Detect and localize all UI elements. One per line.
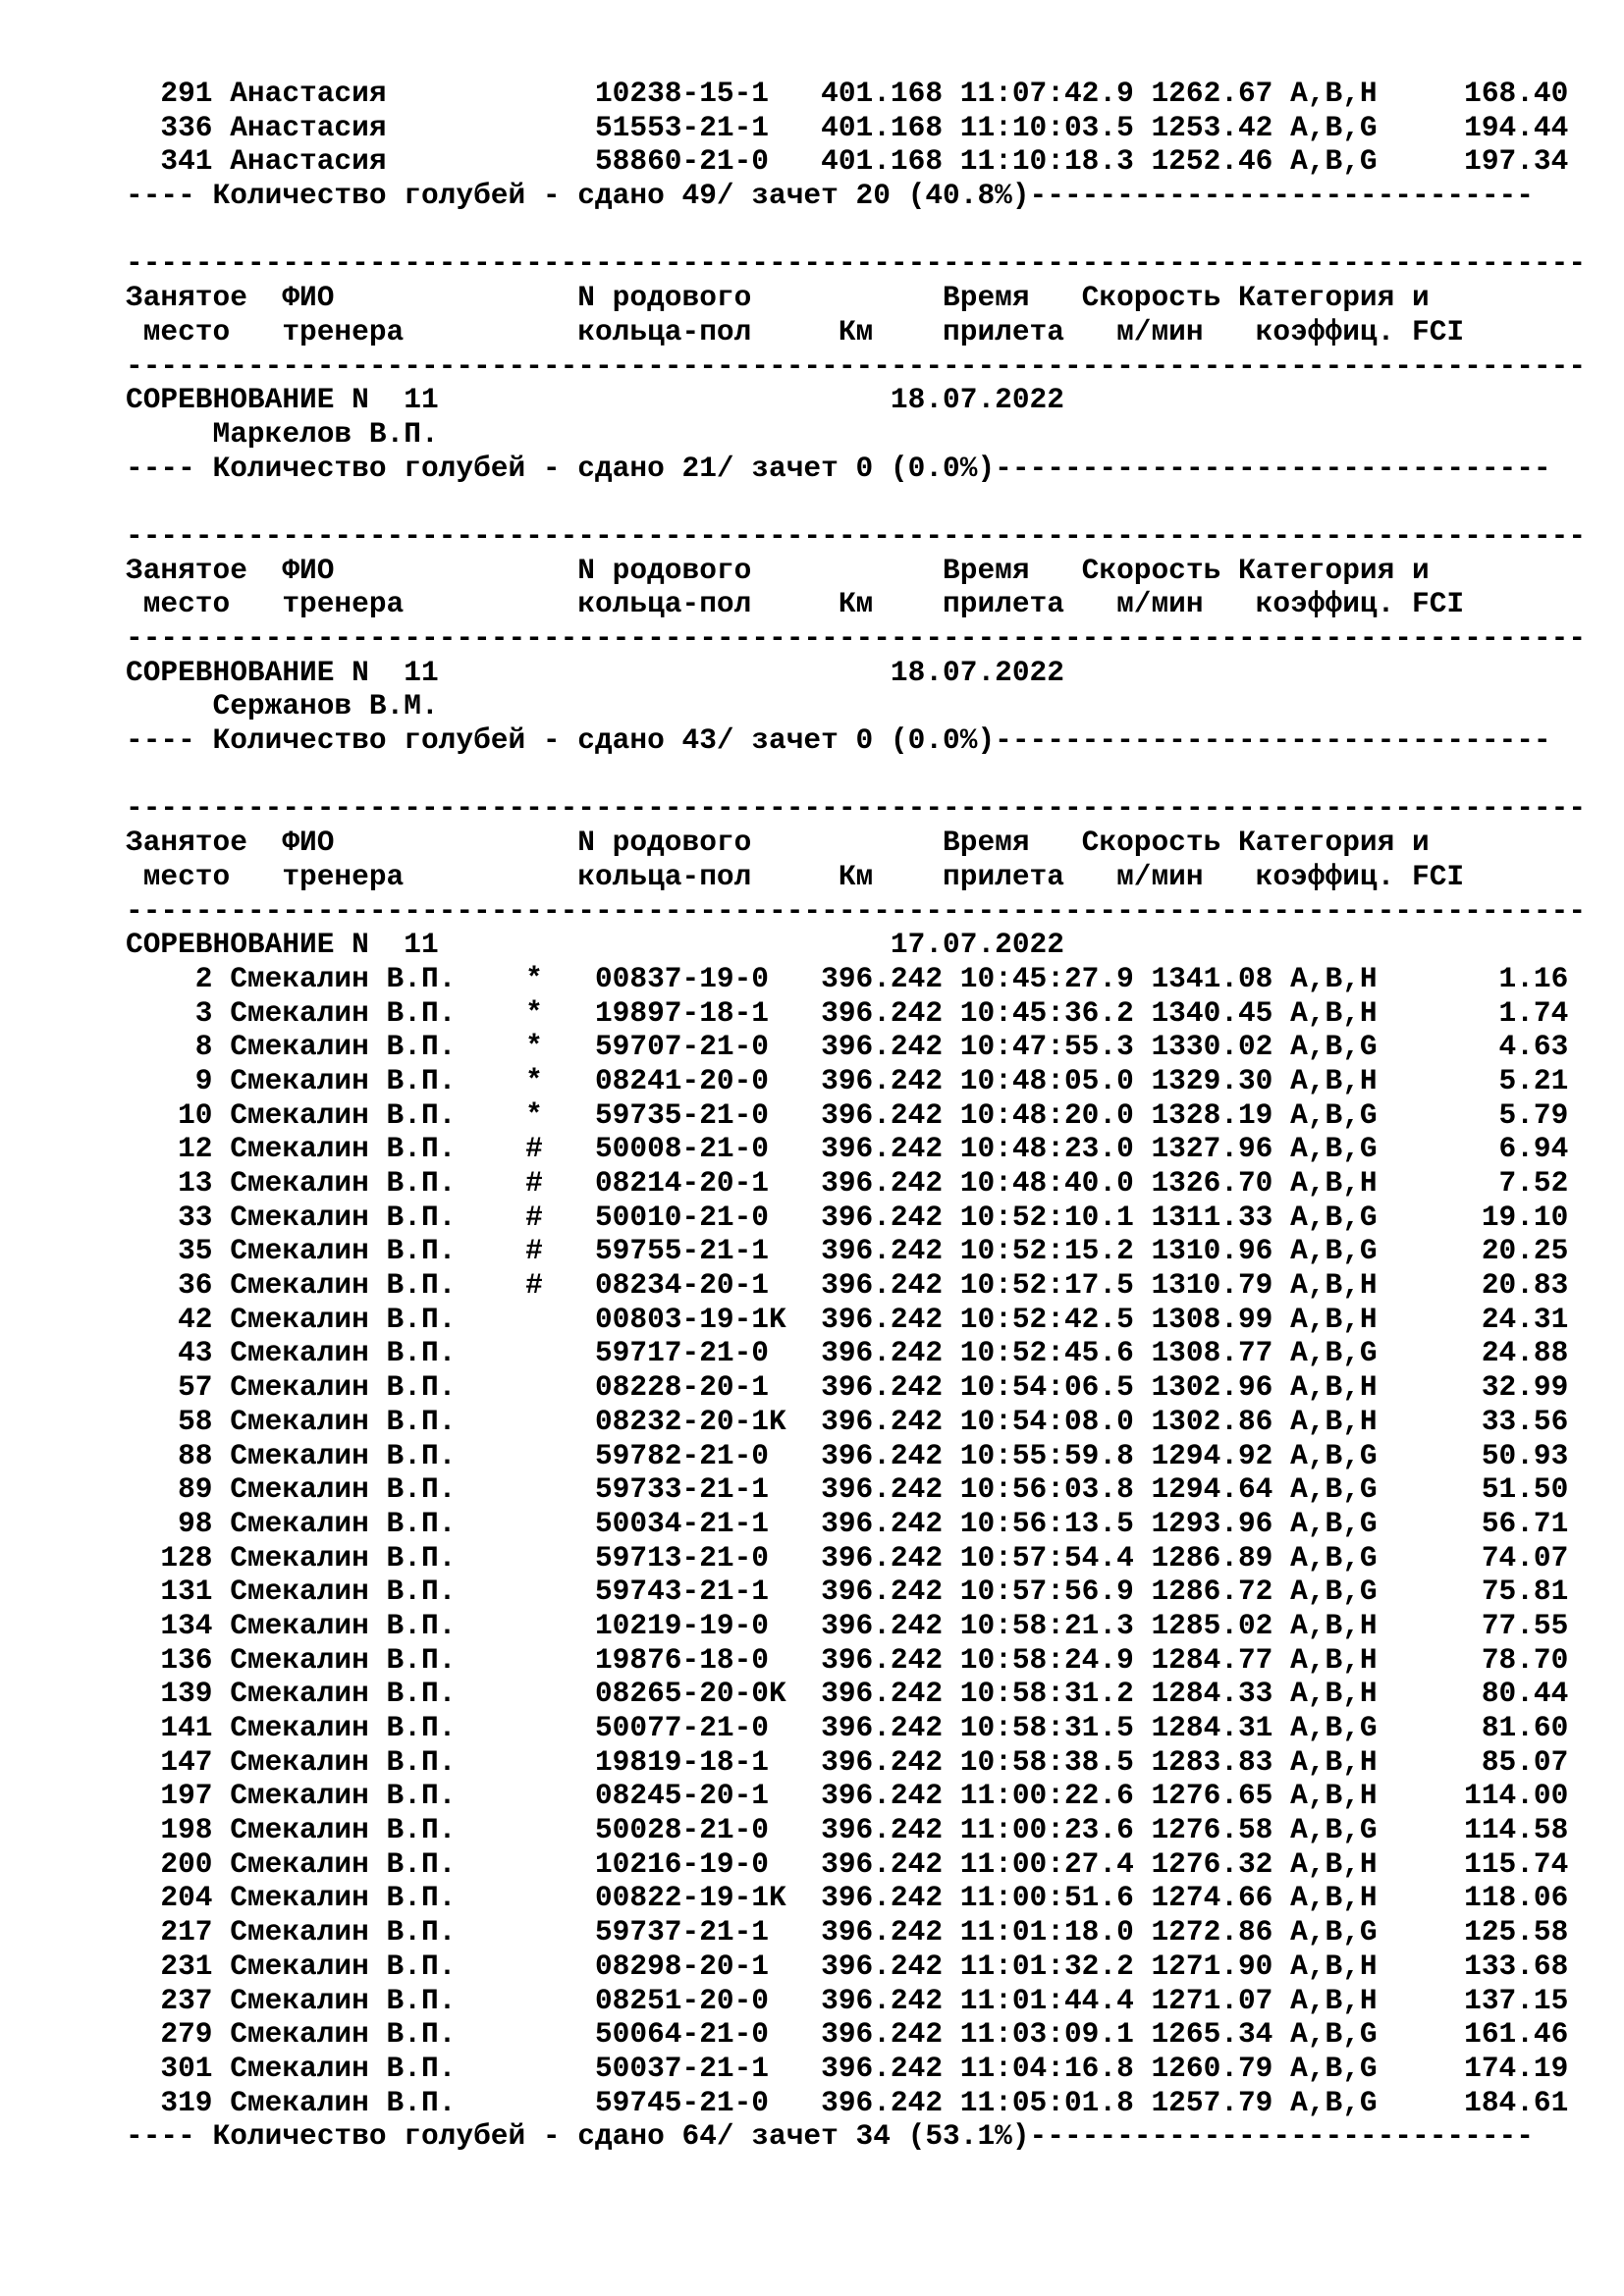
separator-line: ------------------------------------------------------------------------------------ (126, 348, 1587, 383)
result-row: 12 Смекалин В.П. # 50008-21-0 396.242 10:48:23.0 1327.96 A,B,G 6.94 (126, 1132, 1569, 1166)
column-header-line: место тренера кольца-пол Км прилета м/мин коэффиц. FCI (126, 587, 1465, 621)
result-row: 136 Смекалин В.П. 19876-18-0 396.242 10:58:24.9 1284.77 A,B,H 78.70 (126, 1642, 1569, 1677)
trainer-name-line: Сержанов В.М. (126, 689, 439, 723)
result-row: 141 Смекалин В.П. 50077-21-0 396.242 10:58:31.5 1284.31 A,B,G 81.60 (126, 1711, 1569, 1744)
result-row: 134 Смекалин В.П. 10219-19-0 396.242 10:58:21.3 1285.02 A,B,H 77.55 (126, 1608, 1569, 1642)
competition-header: СОРЕВНОВАНИЕ N 11 18.07.2022 (126, 383, 1064, 417)
summary-line: ---- Количество голубей - сдано 21/ зачет 0 (0.0%)-------------------------------- (126, 451, 1551, 485)
result-row: 139 Смекалин В.П. 08265-20-0K 396.242 10:58:31.2 1284.33 A,B,H 80.44 (126, 1677, 1569, 1711)
result-row: 10 Смекалин В.П. * 59735-21-0 396.242 10:48:20.0 1328.19 A,B,G 5.79 (126, 1097, 1569, 1132)
summary-line: ---- Количество голубей - сдано 43/ зачет 0 (0.0%)-------------------------------- (126, 723, 1551, 758)
result-row: 58 Смекалин В.П. 08232-20-1K 396.242 10:54:08.0 1302.86 A,B,H 33.56 (126, 1404, 1569, 1438)
blank-line (126, 485, 1586, 519)
column-header-line: место тренера кольца-пол Км прилета м/мин коэффиц. FCI (126, 859, 1465, 893)
competition-header: СОРЕВНОВАНИЕ N 11 18.07.2022 (126, 655, 1064, 689)
column-header-line: место тренера кольца-пол Км прилета м/мин коэффиц. FCI (126, 314, 1465, 348)
result-row: 147 Смекалин В.П. 19819-18-1 396.242 10:58:38.5 1283.83 A,B,H 85.07 (126, 1744, 1569, 1779)
result-row: 231 Смекалин В.П. 08298-20-1 396.242 11:01:32.2 1271.90 A,B,H 133.68 (126, 1949, 1569, 1983)
separator-line: ------------------------------------------------------------------------------------ (126, 791, 1587, 826)
result-row: 198 Смекалин В.П. 50028-21-0 396.242 11:00:23.6 1276.58 A,B,G 114.58 (126, 1813, 1569, 1847)
result-row: 43 Смекалин В.П. 59717-21-0 396.242 10:52:45.6 1308.77 A,B,G 24.88 (126, 1336, 1569, 1370)
result-row: 279 Смекалин В.П. 50064-21-0 396.242 11:03:09.1 1265.34 A,B,G 161.46 (126, 2017, 1569, 2052)
result-row: 3 Смекалин В.П. * 19897-18-1 396.242 10:45:36.2 1340.45 A,B,H 1.74 (126, 995, 1569, 1030)
result-row: 301 Смекалин В.П. 50037-21-1 396.242 11:04:16.8 1260.79 A,B,G 174.19 (126, 2051, 1569, 2085)
separator-line: ------------------------------------------------------------------------------------ (126, 518, 1587, 553)
result-row: 291 Анастасия 10238-15-1 401.168 11:07:42.9 1262.67 A,B,H 168.40 (126, 77, 1569, 110)
trainer-name-line: Маркелов В.П. (126, 416, 439, 451)
result-row: 35 Смекалин В.П. # 59755-21-1 396.242 10:52:15.2 1310.96 A,B,G 20.25 (126, 1234, 1569, 1268)
column-header-line: Занятое ФИО N родового Время Скорость Категория и (126, 281, 1430, 315)
result-row: 200 Смекалин В.П. 10216-19-0 396.242 11:00:27.4 1276.32 A,B,H 115.74 (126, 1846, 1569, 1881)
column-header-line: Занятое ФИО N родового Время Скорость Категория и (126, 826, 1430, 860)
separator-line: ------------------------------------------------------------------------------------ (126, 621, 1587, 655)
result-row: 336 Анастасия 51553-21-1 401.168 11:10:03.5 1253.42 A,B,G 194.44 (126, 110, 1569, 144)
result-row: 197 Смекалин В.П. 08245-20-1 396.242 11:00:22.6 1276.65 A,B,H 114.00 (126, 1779, 1569, 1813)
column-header-line: Занятое ФИО N родового Время Скорость Категория и (126, 553, 1430, 587)
blank-line (126, 758, 1586, 792)
results-printout (126, 77, 1586, 2154)
result-row: 57 Смекалин В.П. 08228-20-1 396.242 10:54:06.5 1302.96 A,B,H 32.99 (126, 1370, 1569, 1405)
result-row: 89 Смекалин В.П. 59733-21-1 396.242 10:56:03.8 1294.64 A,B,G 51.50 (126, 1472, 1569, 1507)
result-row: 33 Смекалин В.П. # 50010-21-0 396.242 10:52:10.1 1311.33 A,B,G 19.10 (126, 1200, 1569, 1234)
result-row: 42 Смекалин В.П. 00803-19-1K 396.242 10:52:42.5 1308.99 A,B,H 24.31 (126, 1302, 1569, 1336)
result-row: 217 Смекалин В.П. 59737-21-1 396.242 11:01:18.0 1272.86 A,B,G 125.58 (126, 1915, 1569, 1949)
result-row: 341 Анастасия 58860-21-0 401.168 11:10:18.3 1252.46 A,B,G 197.34 (126, 144, 1569, 179)
result-row: 319 Смекалин В.П. 59745-21-0 396.242 11:05:01.8 1257.79 A,B,G 184.61 (126, 2085, 1569, 2119)
blank-line (126, 213, 1586, 247)
result-row: 128 Смекалин В.П. 59713-21-0 396.242 10:57:54.4 1286.89 A,B,G 74.07 (126, 1540, 1569, 1575)
result-row: 98 Смекалин В.П. 50034-21-1 396.242 10:56:13.5 1293.96 A,B,G 56.71 (126, 1506, 1569, 1540)
result-row: 204 Смекалин В.П. 00822-19-1K 396.242 11:00:51.6 1274.66 A,B,H 118.06 (126, 1881, 1569, 1915)
result-row: 237 Смекалин В.П. 08251-20-0 396.242 11:01:44.4 1271.07 A,B,H 137.15 (126, 1983, 1569, 2017)
result-row: 88 Смекалин В.П. 59782-21-0 396.242 10:55:59.8 1294.92 A,B,G 50.93 (126, 1438, 1569, 1472)
separator-line: ------------------------------------------------------------------------------------ (126, 246, 1587, 281)
result-row: 2 Смекалин В.П. * 00837-19-0 396.242 10:45:27.9 1341.08 A,B,H 1.16 (126, 961, 1569, 995)
result-row: 9 Смекалин В.П. * 08241-20-0 396.242 10:48:05.0 1329.30 A,B,H 5.21 (126, 1063, 1569, 1097)
summary-line: ---- Количество голубей - сдано 64/ зачет 34 (53.1%)----------------------------- (126, 2119, 1534, 2154)
summary-line: ---- Количество голубей - сдано 49/ зачет 20 (40.8%)----------------------------- (126, 179, 1534, 213)
result-row: 131 Смекалин В.П. 59743-21-1 396.242 10:57:56.9 1286.72 A,B,G 75.81 (126, 1575, 1569, 1609)
result-row: 13 Смекалин В.П. # 08214-20-1 396.242 10:48:40.0 1326.70 A,B,H 7.52 (126, 1166, 1569, 1200)
competition-header: СОРЕВНОВАНИЕ N 11 17.07.2022 (126, 928, 1064, 962)
result-row: 36 Смекалин В.П. # 08234-20-1 396.242 10:52:17.5 1310.79 A,B,H 20.83 (126, 1268, 1569, 1303)
separator-line: ------------------------------------------------------------------------------------ (126, 893, 1587, 928)
result-row: 8 Смекалин В.П. * 59707-21-0 396.242 10:47:55.3 1330.02 A,B,G 4.63 (126, 1030, 1569, 1064)
